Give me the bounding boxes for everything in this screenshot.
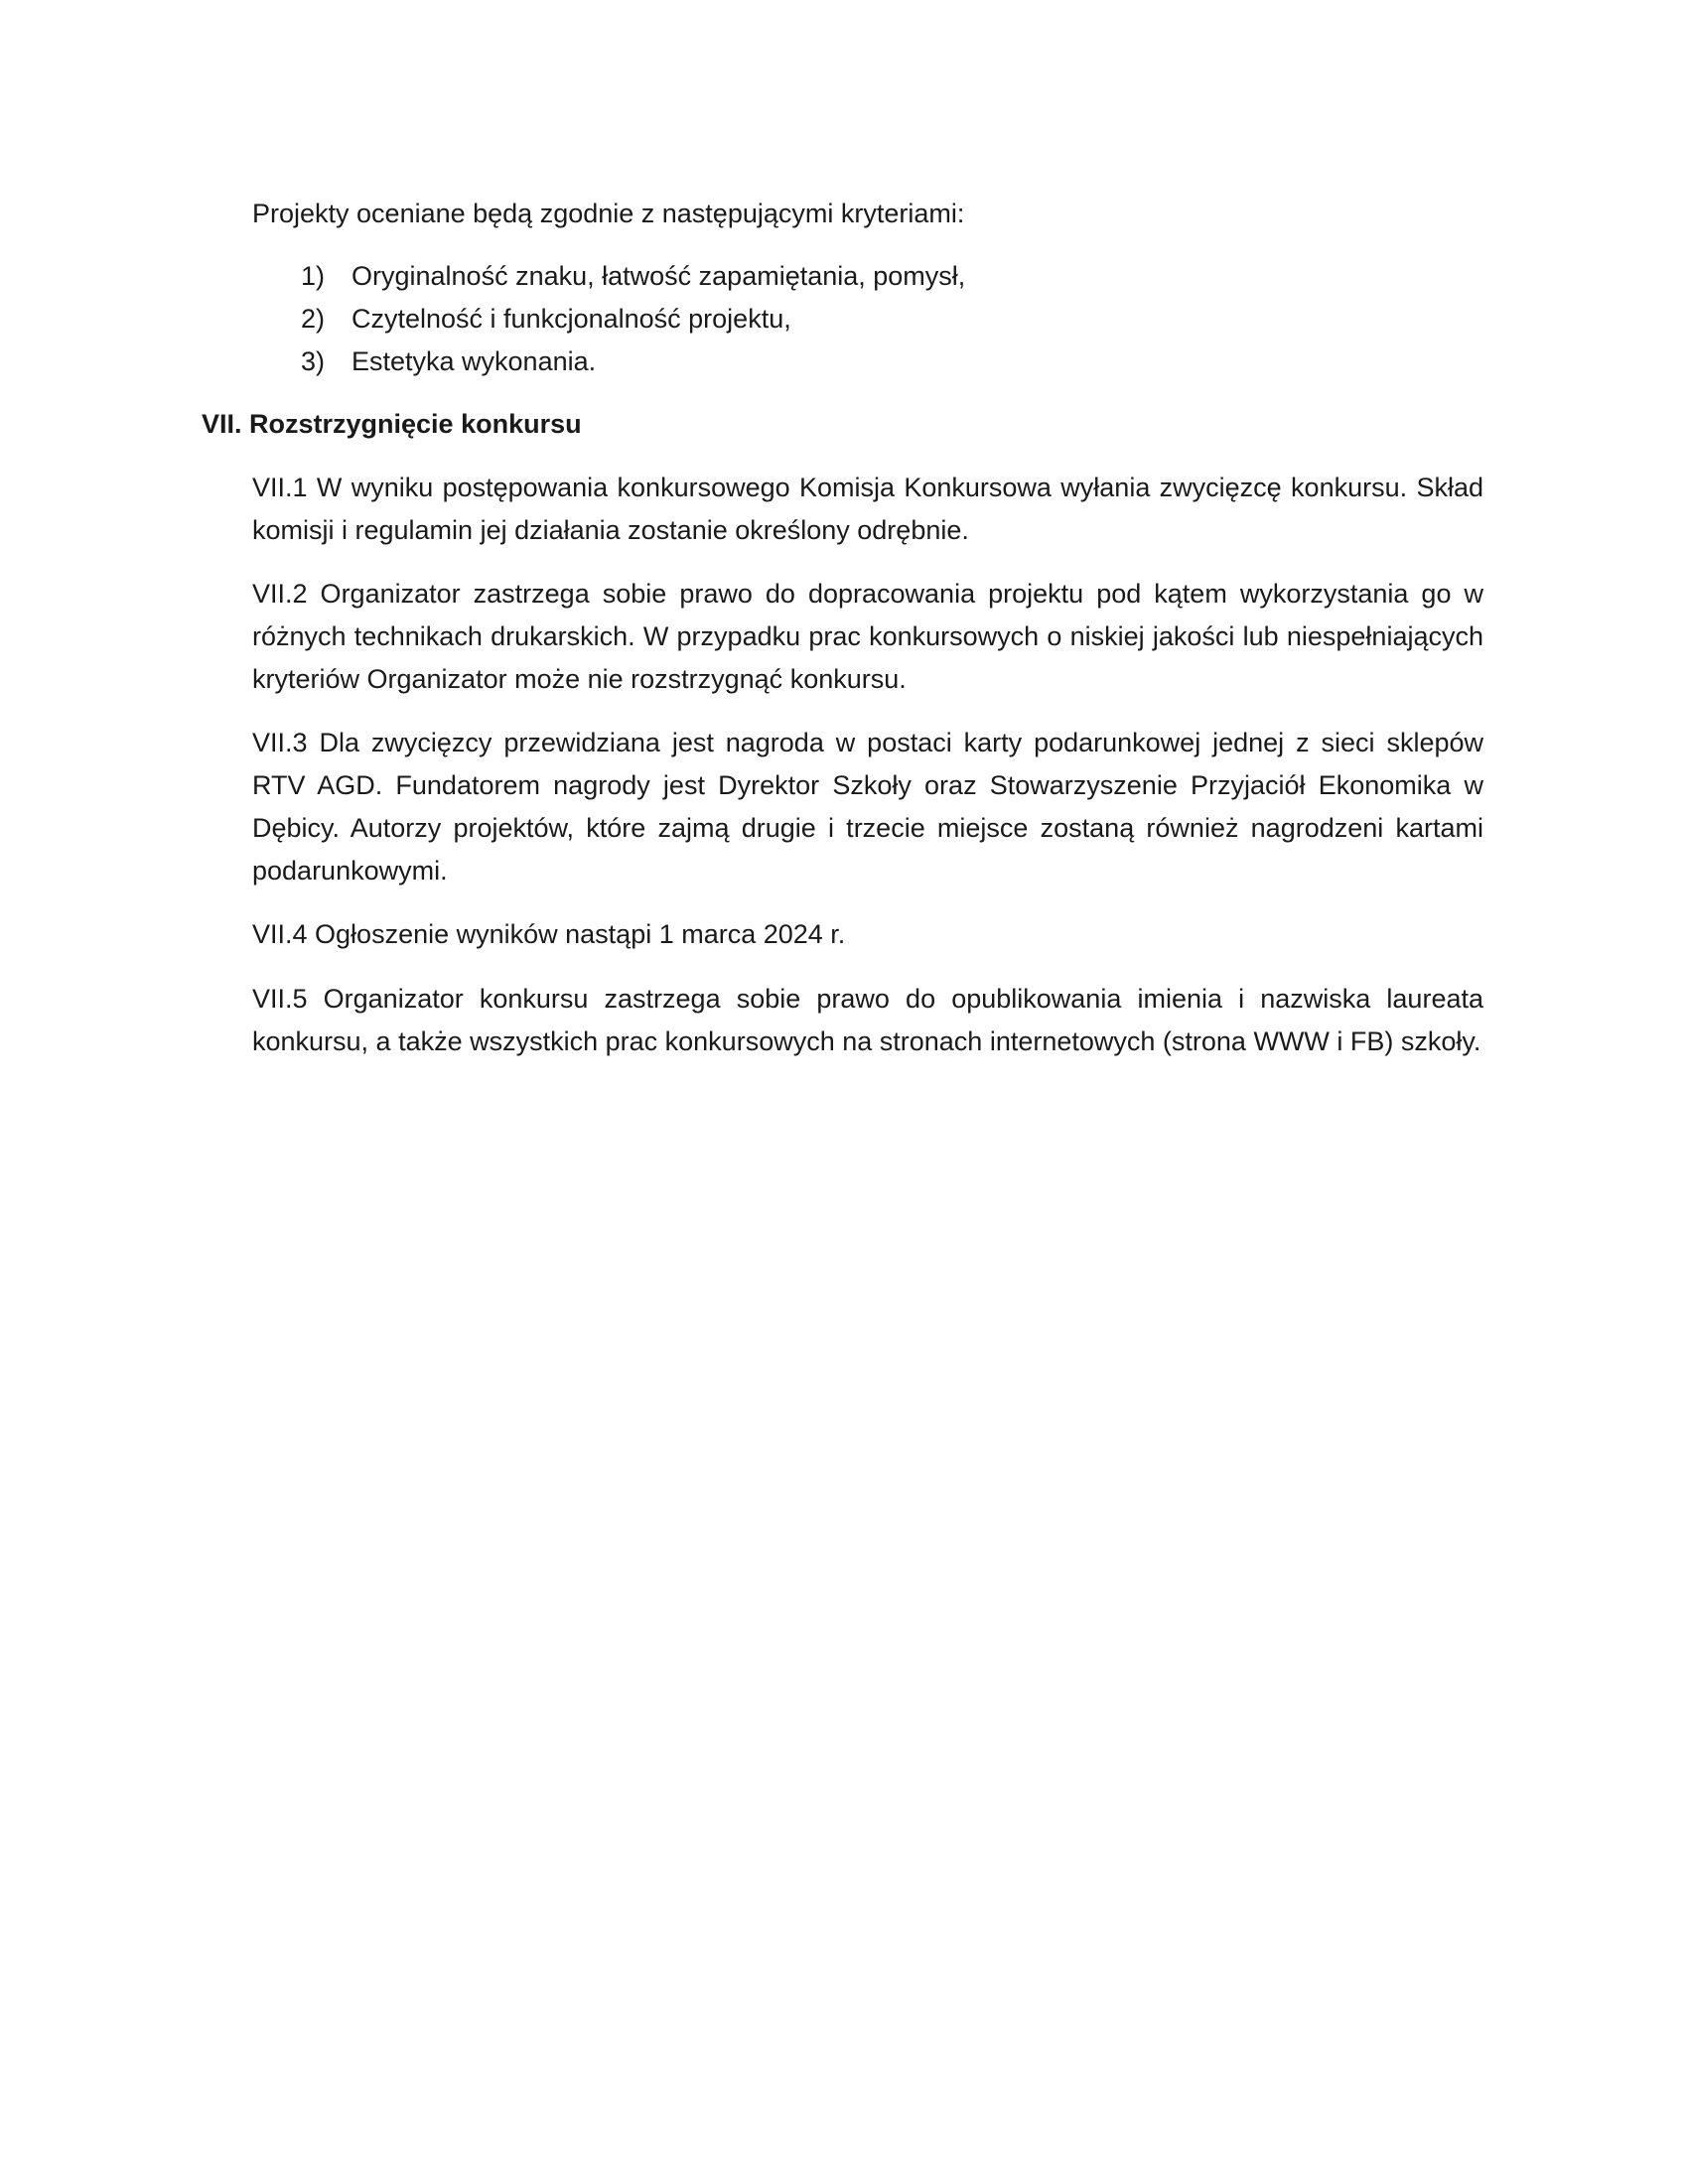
criteria-number: 1) (301, 261, 326, 291)
criteria-list (301, 255, 965, 383)
criteria-text: Estetyka wykonania. (352, 346, 597, 376)
paragraph-vii-3: VII.3 Dla zwycięzcy przewidziana jest nagroda w postaci karty podarunkowej jednej z sieci sklepów RTV AGD. Fundatorem nagrody jest Dyrektor Szkoły oraz Stowarzyszenie Przyjaciół Ekonomika w Dębicy. Autorzy projektów, które zajmą drugie i trzecie miejsce zostaną również nagrodzeni kartami podarunkowymi. (252, 728, 1483, 886)
paragraph-vii-4: VII.4 Ogłoszenie wyników nastąpi 1 marca 2024 r. (252, 919, 846, 949)
criteria-item (301, 255, 965, 298)
paragraph-vii-1: VII.1 W wyniku postępowania konkursowego Komisja Konkursowa wyłania zwycięzcę konkursu. Skład komisji i regulamin jej działania zostanie określony odrębnie. (252, 473, 1483, 545)
criteria-item (301, 298, 965, 341)
paragraph-vii-2: VII.2 Organizator zastrzega sobie prawo do dopracowania projektu pod kątem wykorzystania go w różnych technikach drukarskich. W przypadku prac konkursowych o niskiej jakości lub niespełniających kryteriów Organizator może nie rozstrzygnąć konkursu. (252, 579, 1483, 694)
criteria-text: Czytelność i funkcjonalność projektu, (352, 304, 791, 334)
criteria-number: 2) (301, 304, 326, 334)
paragraph-vii-5: VII.5 Organizator konkursu zastrzega sobie prawo do opublikowania imienia i nazwiska laureata konkursu, a także wszystkich prac konkursowych na stronach internetowych (strona WWW i FB) szkoły. (252, 984, 1483, 1056)
criteria-item (301, 341, 965, 383)
criteria-text: Oryginalność znaku, łatwość zapamiętania, pomysł, (352, 261, 966, 291)
section-heading: VII. Rozstrzygnięcie konkursu (202, 409, 582, 439)
criteria-number: 3) (301, 346, 326, 376)
criteria-intro: Projekty oceniane będą zgodnie z następującymi kryteriami: (252, 199, 965, 228)
